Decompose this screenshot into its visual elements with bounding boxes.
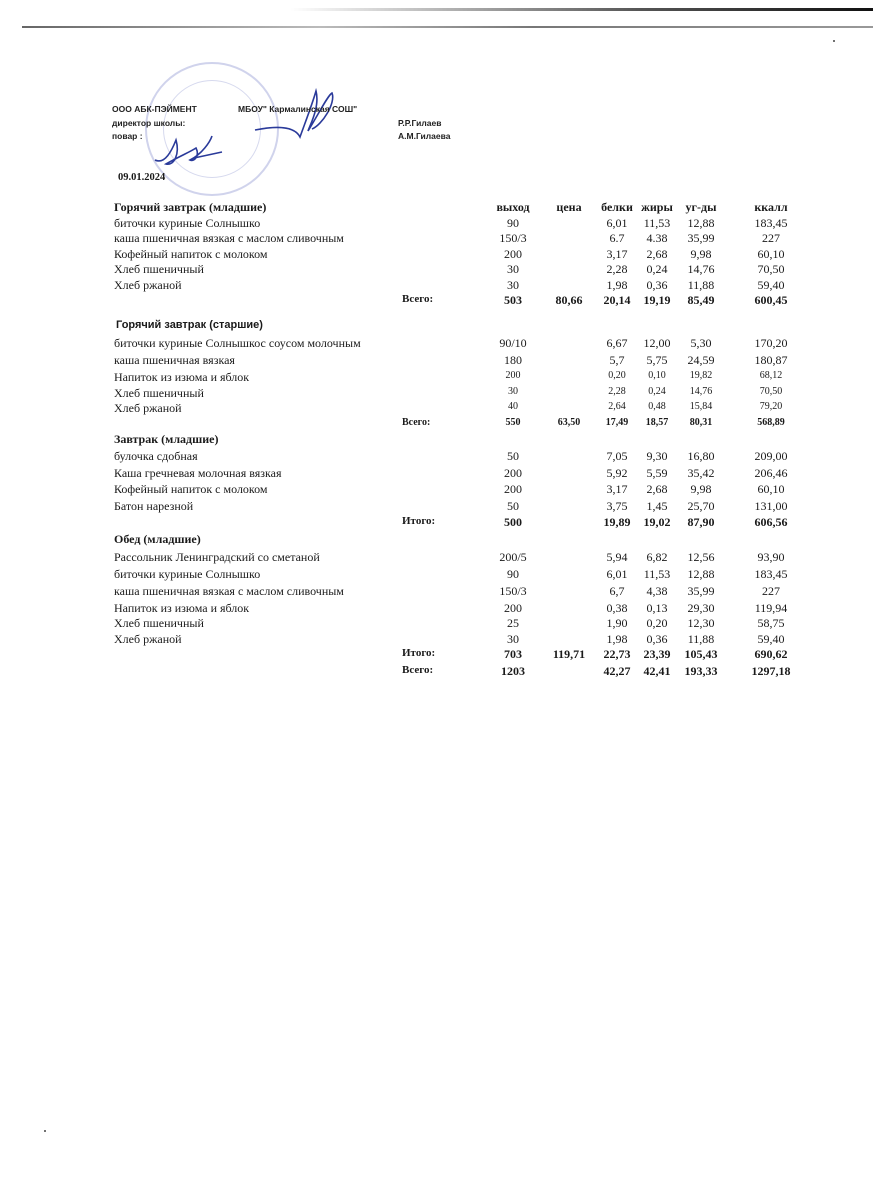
proteins-value: 6,01 <box>606 566 628 581</box>
kcal-value: 68,12 <box>759 370 783 381</box>
section-header-row <box>112 200 812 216</box>
fats-value: 0,10 <box>648 370 666 381</box>
menu-item-row <box>112 616 812 632</box>
dish-name: булочка сдобная <box>114 449 198 463</box>
output-value: 200/5 <box>499 549 527 564</box>
output-value: 200 <box>504 600 522 615</box>
carbs-value: 9,98 <box>690 246 712 261</box>
total-proteins: 20,14 <box>603 293 631 307</box>
column-header-carbs: уг-ды <box>685 200 717 214</box>
fats-value: 0,36 <box>646 277 668 292</box>
scan-speck <box>833 40 835 42</box>
output-value: 30 <box>507 262 519 276</box>
proteins-value: 6,67 <box>606 336 628 350</box>
total-output: 550 <box>505 416 521 428</box>
carbs-value: 12,56 <box>687 549 715 564</box>
fats-value: 11,53 <box>643 566 671 581</box>
total-output: 503 <box>504 293 522 307</box>
section-title: Завтрак (младшие) <box>114 432 219 446</box>
proteins-value: 5,94 <box>606 549 628 564</box>
menu-item-row <box>112 262 812 278</box>
dish-name: Кофейный напиток с молоком <box>114 482 268 496</box>
output-value: 90 <box>507 215 519 230</box>
dish-name: биточки куриные Солнышкос соусом молочным <box>114 336 361 350</box>
kcal-value: 209,00 <box>754 449 788 463</box>
menu-date: 09.01.2024 <box>118 172 166 183</box>
total-label: Итого: <box>402 647 436 659</box>
output-value: 90/10 <box>499 336 527 350</box>
carbs-value: 11,88 <box>687 277 715 292</box>
menu-item-row <box>112 370 812 386</box>
menu-item-row <box>112 231 812 247</box>
carbs-value: 19,82 <box>689 370 713 381</box>
organization-name: ООО АБК-ПЭЙМЕНТ <box>112 104 197 114</box>
director-signature <box>250 85 340 145</box>
proteins-value: 3,17 <box>606 482 628 496</box>
carbs-value: 35,42 <box>687 465 715 480</box>
dish-name: Напиток из изюма и яблок <box>114 600 250 615</box>
kcal-value: 70,50 <box>757 262 785 276</box>
fats-value: 0,13 <box>646 600 668 615</box>
output-value: 50 <box>507 449 519 463</box>
carbs-value: 24,59 <box>687 353 715 367</box>
total-carbs: 87,90 <box>687 515 715 529</box>
fats-value: 1,45 <box>646 498 668 513</box>
proteins-value: 7,05 <box>606 449 628 463</box>
total-label: Всего: <box>402 663 434 676</box>
proteins-value: 6,01 <box>606 215 628 230</box>
proteins-value: 1,98 <box>606 277 628 292</box>
output-value: 30 <box>507 631 519 646</box>
fats-value: 2,68 <box>646 482 668 496</box>
proteins-value: 1,98 <box>606 631 628 646</box>
kcal-value: 60,10 <box>757 246 785 261</box>
proteins-value: 5,7 <box>609 353 625 367</box>
fats-value: 2,68 <box>646 246 668 261</box>
kcal-value: 59,40 <box>757 277 785 292</box>
dish-name: Кофейный напиток с молоком <box>114 246 268 261</box>
total-row <box>112 417 812 433</box>
fats-value: 4,38 <box>646 583 668 598</box>
fats-value: 0,24 <box>648 385 666 397</box>
kcal-value: 183,45 <box>754 566 788 581</box>
total-kcal: 568,89 <box>757 416 785 428</box>
output-value: 150/3 <box>499 231 527 245</box>
output-value: 200 <box>504 465 522 480</box>
proteins-value: 2,28 <box>608 385 626 397</box>
output-value: 200 <box>504 482 522 496</box>
kcal-value: 60,10 <box>757 482 785 496</box>
total-fats: 19,19 <box>643 293 671 307</box>
carbs-value: 11,88 <box>687 631 715 646</box>
kcal-value: 227 <box>762 231 780 245</box>
dish-name: каша пшеничная вязкая с маслом сливочным <box>114 231 344 245</box>
total-proteins: 42,27 <box>603 663 631 678</box>
fats-value: 0,36 <box>646 631 668 646</box>
total-kcal: 1297,18 <box>751 663 791 678</box>
menu-item-row <box>112 386 812 402</box>
fats-value: 0,24 <box>646 262 668 276</box>
fats-value: 11,53 <box>643 215 671 230</box>
carbs-value: 25,70 <box>687 498 715 513</box>
menu-item-row <box>112 449 812 466</box>
kcal-value: 119,94 <box>754 600 788 615</box>
column-header-output: выход <box>496 200 530 214</box>
carbs-value: 9,98 <box>690 482 712 496</box>
dish-name: Хлеб ржаной <box>114 631 182 646</box>
menu-item-row <box>112 601 812 617</box>
total-output: 1203 <box>501 663 525 678</box>
menu-item-row <box>112 482 812 499</box>
total-row <box>112 647 812 664</box>
proteins-value: 2,64 <box>608 401 626 412</box>
scan-edge-line <box>22 26 873 28</box>
proteins-value: 3,75 <box>606 498 628 513</box>
fats-value: 5,59 <box>646 465 668 480</box>
menu-item-row <box>112 550 812 567</box>
menu-item-row <box>112 278 812 294</box>
grand-total-row <box>112 664 812 680</box>
kcal-value: 93,90 <box>757 549 785 564</box>
total-price: 63,50 <box>557 416 581 428</box>
menu-item-row <box>112 353 812 370</box>
kcal-value: 58,75 <box>757 616 785 630</box>
carbs-value: 12,88 <box>687 215 715 230</box>
dish-name: биточки куриные Солнышко <box>114 566 261 581</box>
fats-value: 9,30 <box>646 449 668 463</box>
fats-value: 0,20 <box>646 616 668 630</box>
total-row <box>112 293 812 309</box>
total-kcal: 690,62 <box>754 647 788 661</box>
output-value: 90 <box>507 566 519 581</box>
kcal-value: 70,50 <box>759 385 783 397</box>
dish-name: Батон нарезной <box>114 498 194 513</box>
cook-label: повар : <box>112 131 143 141</box>
scan-speck <box>44 1130 46 1132</box>
total-proteins: 22,73 <box>603 647 631 661</box>
total-kcal: 606,56 <box>754 515 788 529</box>
output-value: 200 <box>504 246 522 261</box>
cook-name: А.М.Гилаева <box>398 131 451 141</box>
dish-name: каша пшеничная вязкая с маслом сливочным <box>114 583 344 598</box>
proteins-value: 2,28 <box>606 262 628 276</box>
output-value: 40 <box>508 401 518 412</box>
carbs-value: 14,76 <box>687 262 715 276</box>
kcal-value: 227 <box>762 583 780 598</box>
fats-value: 12,00 <box>643 336 671 350</box>
menu-item-row <box>112 632 812 648</box>
total-carbs: 105,43 <box>684 647 718 661</box>
dish-name: Хлеб ржаной <box>114 401 182 415</box>
total-carbs: 85,49 <box>687 293 715 307</box>
total-carbs: 193,33 <box>684 663 718 678</box>
menu-item-row <box>112 336 812 353</box>
carbs-value: 35,99 <box>687 583 715 598</box>
column-header-price: цена <box>556 200 582 214</box>
menu-item-row <box>112 216 812 232</box>
total-proteins: 17,49 <box>605 416 629 428</box>
total-price: 80,66 <box>555 293 583 307</box>
dish-name: биточки куриные Солнышко <box>114 215 261 230</box>
kcal-value: 79,20 <box>759 401 783 412</box>
section-header-row <box>112 319 812 335</box>
carbs-value: 29,30 <box>687 600 715 615</box>
total-label: Итого: <box>402 515 436 527</box>
total-output: 703 <box>504 647 522 661</box>
column-header-fats: жиры <box>641 200 673 214</box>
proteins-value: 1,90 <box>606 616 628 630</box>
carbs-value: 14,76 <box>689 385 713 397</box>
total-row <box>112 515 812 532</box>
carbs-value: 15,84 <box>689 401 713 412</box>
dish-name: Рассольник Ленинградский со сметаной <box>114 549 320 564</box>
kcal-value: 183,45 <box>754 215 788 230</box>
section-header-row <box>112 432 812 449</box>
kcal-value: 131,00 <box>754 498 788 513</box>
proteins-value: 0,20 <box>608 370 626 381</box>
proteins-value: 6.7 <box>609 231 625 245</box>
school-name: МБОУ" Кармалинская СОШ" <box>238 104 358 114</box>
dish-name: Напиток из изюма и яблок <box>114 370 250 384</box>
kcal-value: 59,40 <box>757 631 785 646</box>
carbs-value: 35,99 <box>687 231 715 245</box>
section-header-row <box>112 532 812 550</box>
total-price: 119,71 <box>552 647 586 661</box>
menu-item-row <box>112 584 812 601</box>
output-value: 180 <box>504 353 522 367</box>
carbs-value: 12,30 <box>687 616 715 630</box>
total-carbs: 80,31 <box>689 416 713 428</box>
dish-name: Хлеб пшеничный <box>114 385 204 400</box>
dish-name: Каша гречневая молочная вязкая <box>114 465 282 480</box>
kcal-value: 180,87 <box>754 353 788 367</box>
dish-name: каша пшеничная вязкая <box>114 353 235 367</box>
output-value: 50 <box>507 498 519 513</box>
output-value: 30 <box>507 277 519 292</box>
total-fats: 18,57 <box>645 416 669 428</box>
director-label: директор школы: <box>112 118 186 128</box>
menu-item-row <box>112 567 812 584</box>
menu-item-row <box>112 247 812 263</box>
total-label: Всего: <box>402 416 431 428</box>
output-value: 25 <box>507 616 519 630</box>
carbs-value: 12,88 <box>687 566 715 581</box>
fats-value: 6,82 <box>646 549 668 564</box>
proteins-value: 6,7 <box>609 583 625 598</box>
proteins-value: 5,92 <box>606 465 628 480</box>
menu-item-row <box>112 401 812 417</box>
dish-name: Хлеб ржаной <box>114 277 182 292</box>
menu-item-row <box>112 466 812 483</box>
kcal-value: 206,46 <box>754 465 788 480</box>
column-header-proteins: белки <box>601 200 633 214</box>
section-title: Горячий завтрак (старшие) <box>116 318 263 331</box>
total-kcal: 600,45 <box>754 293 788 307</box>
total-fats: 19,02 <box>643 515 671 529</box>
fats-value: 4.38 <box>646 231 668 245</box>
carbs-value: 16,80 <box>687 449 715 463</box>
fats-value: 5,75 <box>646 353 668 367</box>
total-fats: 42,41 <box>643 663 671 678</box>
proteins-value: 3,17 <box>606 246 628 261</box>
director-name: Р.Р.Гилаев <box>398 118 442 128</box>
column-header-kcal: ккалл <box>754 200 788 214</box>
cook-signature <box>150 130 230 170</box>
dish-name: Хлеб пшеничный <box>114 262 204 276</box>
output-value: 150/3 <box>499 583 527 598</box>
total-proteins: 19,89 <box>603 515 631 529</box>
output-value: 200 <box>505 370 521 381</box>
total-label: Всего: <box>402 293 434 305</box>
menu-item-row <box>112 499 812 516</box>
section-title: Горячий завтрак (младшие) <box>114 200 267 214</box>
proteins-value: 0,38 <box>606 600 628 615</box>
total-output: 500 <box>504 515 522 529</box>
kcal-value: 170,20 <box>754 336 788 350</box>
carbs-value: 5,30 <box>690 336 712 350</box>
fats-value: 0,48 <box>648 401 666 412</box>
total-fats: 23,39 <box>643 647 671 661</box>
section-title: Обед (младшие) <box>114 531 201 546</box>
menu-table <box>112 200 812 679</box>
output-value: 30 <box>508 385 518 397</box>
dish-name: Хлеб пшеничный <box>114 616 204 630</box>
scan-edge-line <box>290 8 873 11</box>
